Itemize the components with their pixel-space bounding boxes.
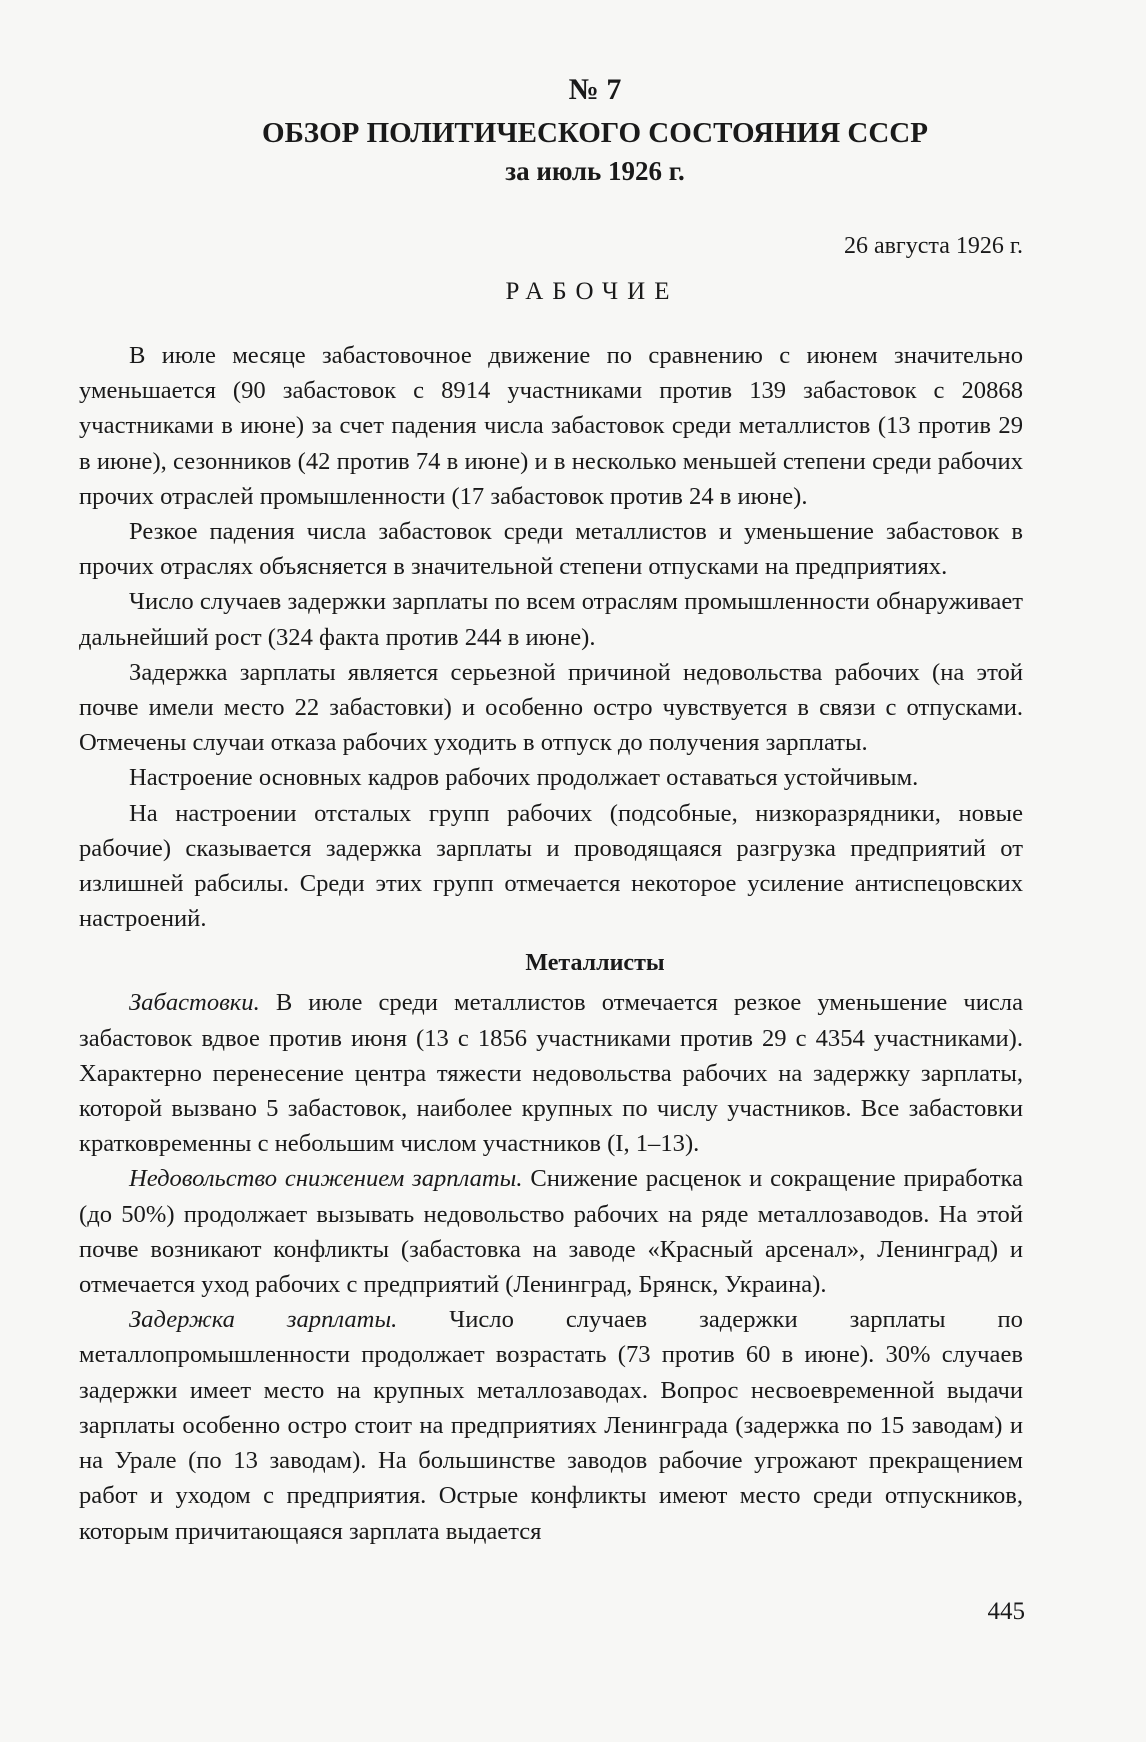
- document-page: [79, 70, 1023, 1549]
- paragraph: Задержка зарплаты является серьезной причиной недовольства рабочих (на этой почве имели место 22 забастовки) и особенно остро чувствуется в связи с отпусками. Отмечены случаи отказа рабочих уходить в отпуск до получения зарплаты.: [79, 658, 1023, 757]
- paragraph: Настроение основных кадров рабочих продолжает оставаться устойчивым.: [129, 764, 919, 792]
- paragraph: На настроении отсталых групп рабочих (подсобные, низкоразрядники, новые рабочие) сказывается задержка зарплаты и проводящаяся разгрузка предприятий от излишней рабсилы. Среди этих групп отмечается некоторое усиление антиспецовских настроений.: [79, 799, 1023, 933]
- paragraph-text: Снижение расценок и сокращение приработка (до 50%) продолжает вызывать недовольство рабочих на ряде металлозаводов. На этой почве возникают конфликты (забастовка на заводе «Красный арсенал», Ленинград) и отмечается уход рабочих с предприятий (Ленинград, Брянск, Украина).: [79, 1165, 1024, 1299]
- page-number: 445: [987, 1598, 1025, 1625]
- document-period: за июль 1926 г.: [505, 156, 685, 186]
- document-body: [79, 338, 1023, 1549]
- paragraph-lead: Задержка зарплаты.: [129, 1306, 398, 1334]
- paragraph: [79, 1302, 1023, 1548]
- subsection-title: Металлисты: [525, 950, 665, 977]
- document-title: ОБЗОР ПОЛИТИЧЕСКОГО СОСТОЯНИЯ СССР: [262, 117, 928, 149]
- section-title: РАБОЧИЕ: [505, 278, 679, 305]
- paragraph: Число случаев задержки зарплаты по всем отраслям промышленности обнаруживает дальнейший рост (324 факта против 244 в июне).: [79, 588, 1023, 651]
- paragraph: [79, 985, 1023, 1161]
- document-number: № 7: [568, 73, 622, 106]
- paragraph: [79, 1161, 1023, 1302]
- document-date: 26 августа 1926 г.: [843, 233, 1023, 259]
- paragraph-lead: Забастовки.: [129, 989, 260, 1017]
- paragraph: Резкое падения числа забастовок среди металлистов и уменьшение забастовок в прочих отраслях объясняется в значительной степени отпусками на предприятиях.: [79, 518, 1023, 581]
- paragraph-text: В июле среди металлистов отмечается резкое уменьшение числа забастовок вдвое против июня (13 с 1856 участниками против 29 с 4354 участниками). Характерно перенесение центра тяжести недовольства рабочих на задержку зарплаты, которой вызвано 5 забастовок, наиболее крупных по числу участников. Все забастовки кратковременны с небольшим числом участников (I, 1–13).: [79, 989, 1023, 1158]
- paragraph-text: Число случаев задержки зарплаты по металлопромышленности продолжает возрастать (73 против 60 в июне). 30% случаев задержки имеет место на крупных металлозаводах. Вопрос несвоевременной выдачи зарплаты особенно остро стоит на предприятиях Ленинграда (задержка по 15 заводам) и на Урале (по 13 заводам). На большинстве заводов рабочие угрожают прекращением работ и уходом с предприятия. Острые конфликты имеют место среди отпускников, которым причитающаяся зарплата выдается: [79, 1306, 1023, 1545]
- document-header: [79, 70, 1023, 190]
- paragraph: В июле месяце забастовочное движение по сравнению с июнем значительно уменьшается (90 забастовок с 8914 участниками против 139 забастовок с 20868 участниками в июне) за счет падения числа забастовок среди металлистов (13 против 29 в июне), сезонников (42 против 74 в июне) и в несколько меньшей степени среди рабочих прочих отраслей промышленности (17 забастовок против 24 в июне).: [79, 342, 1023, 510]
- paragraph-lead: Недовольство снижением зарплаты.: [129, 1165, 523, 1193]
